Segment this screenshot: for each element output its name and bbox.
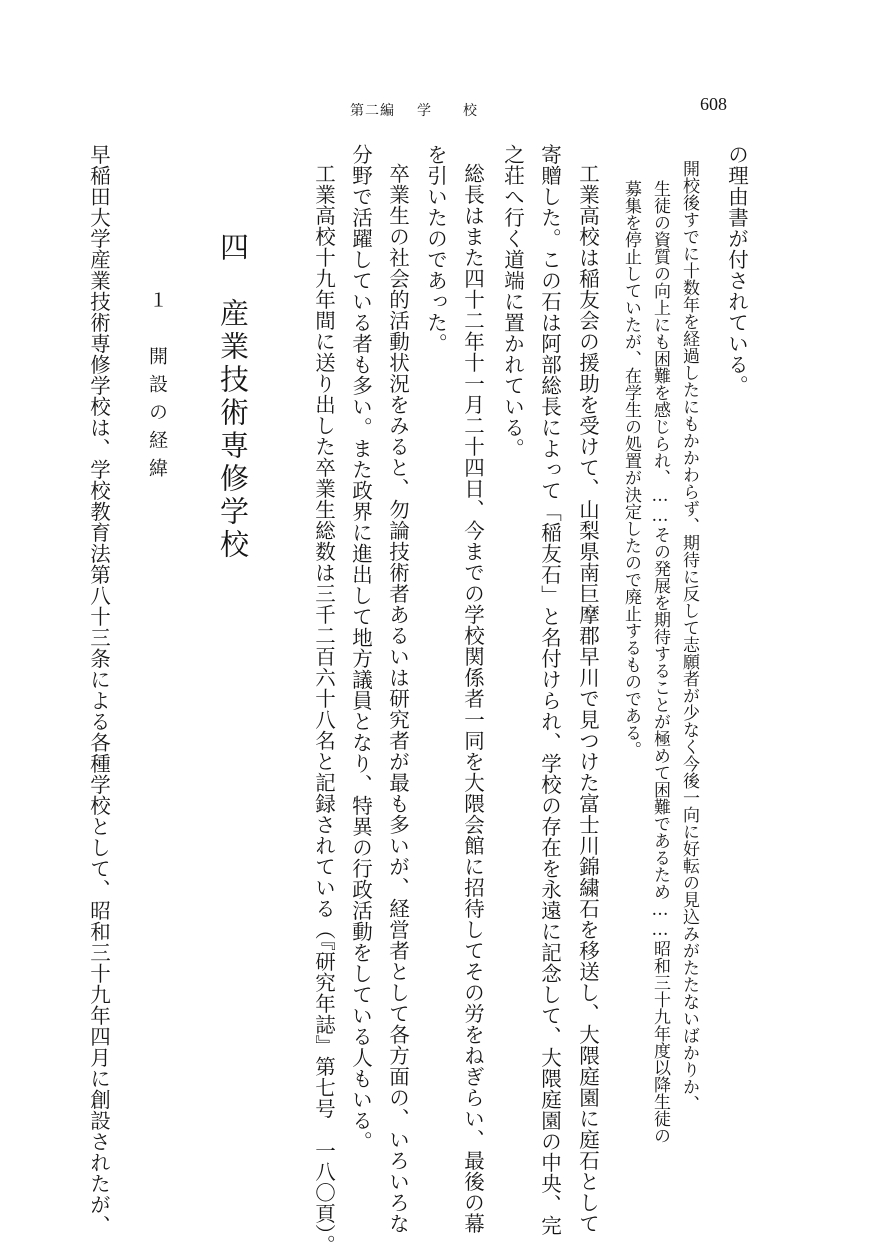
header-subject: 学校 — [417, 103, 509, 119]
subsection-title: １ 開設の経緯 — [146, 290, 168, 486]
quote-line-2: 生徒の資質の向上にも困難を感じられ、……その発展を期待することが極めて困難であるため……昭和三十九年度以降生徒の — [650, 180, 670, 1144]
paragraph-3-line-2: 分野で活躍している者も多い。また政界に進出して地方議員となり、特異の行政活動をしている人もいる。 — [348, 144, 373, 1152]
page-number: 608 — [700, 94, 727, 114]
paragraph-2-line-2: を引いたのであった。 — [423, 144, 448, 354]
running-header — [350, 100, 509, 120]
paragraph-4-line-1: 早稲田大学産業技術専修学校は、学校教育法第八十三条による各種学校として、昭和三十九年四月に創設されたが、 — [86, 144, 111, 1236]
paragraph-3-line-1: 卒業生の社会的活動状況をみると、勿論技術者あるいは研究者が最も多いが、経営者として各方面の、いろいろな — [385, 163, 410, 1234]
header-part: 第二編 — [350, 103, 395, 119]
quote-line-3: 募集を停止していたが、在学生の処置が決定したので廃止するものである。 — [621, 180, 641, 758]
paragraph-1-line-1: 工業高校は稲友会の援助を受けて、山梨県南巨摩郡早川で見つけた富士川錦繍石を移送し、大隈庭園に庭石として — [575, 163, 600, 1234]
paragraph-2-line-1: 総長はまた四十二年十一月二十四日、今までの学校関係者一同を大隈会館に招待してその労をねぎらい、最後の幕 — [460, 163, 485, 1234]
paragraph-3-line-3: 工業高校十九年間に送り出した卒業生総数は三千二百六十八名と記録されている（『研究年誌』第七号 一八〇頁）。 — [311, 163, 336, 1256]
section-title: 四 産業技術専修学校 — [216, 232, 250, 562]
paragraph-1-line-3: 之荘へ行く道端に置かれている。 — [500, 144, 525, 459]
quote-closing-line: の理由書が付されている。 — [724, 144, 749, 396]
paragraph-1-line-2: 寄贈した。この石は阿部総長によって「稲友石」と名付けられ、学校の存在を永遠に記念して、大隈庭園の中央、完 — [537, 144, 562, 1236]
quote-line-1: 開校後すでに十数年を経過したにもかかわらず、期待に反して志願者が少なく今後一向に好転の見込みがたたないばかりか、 — [679, 160, 699, 1112]
